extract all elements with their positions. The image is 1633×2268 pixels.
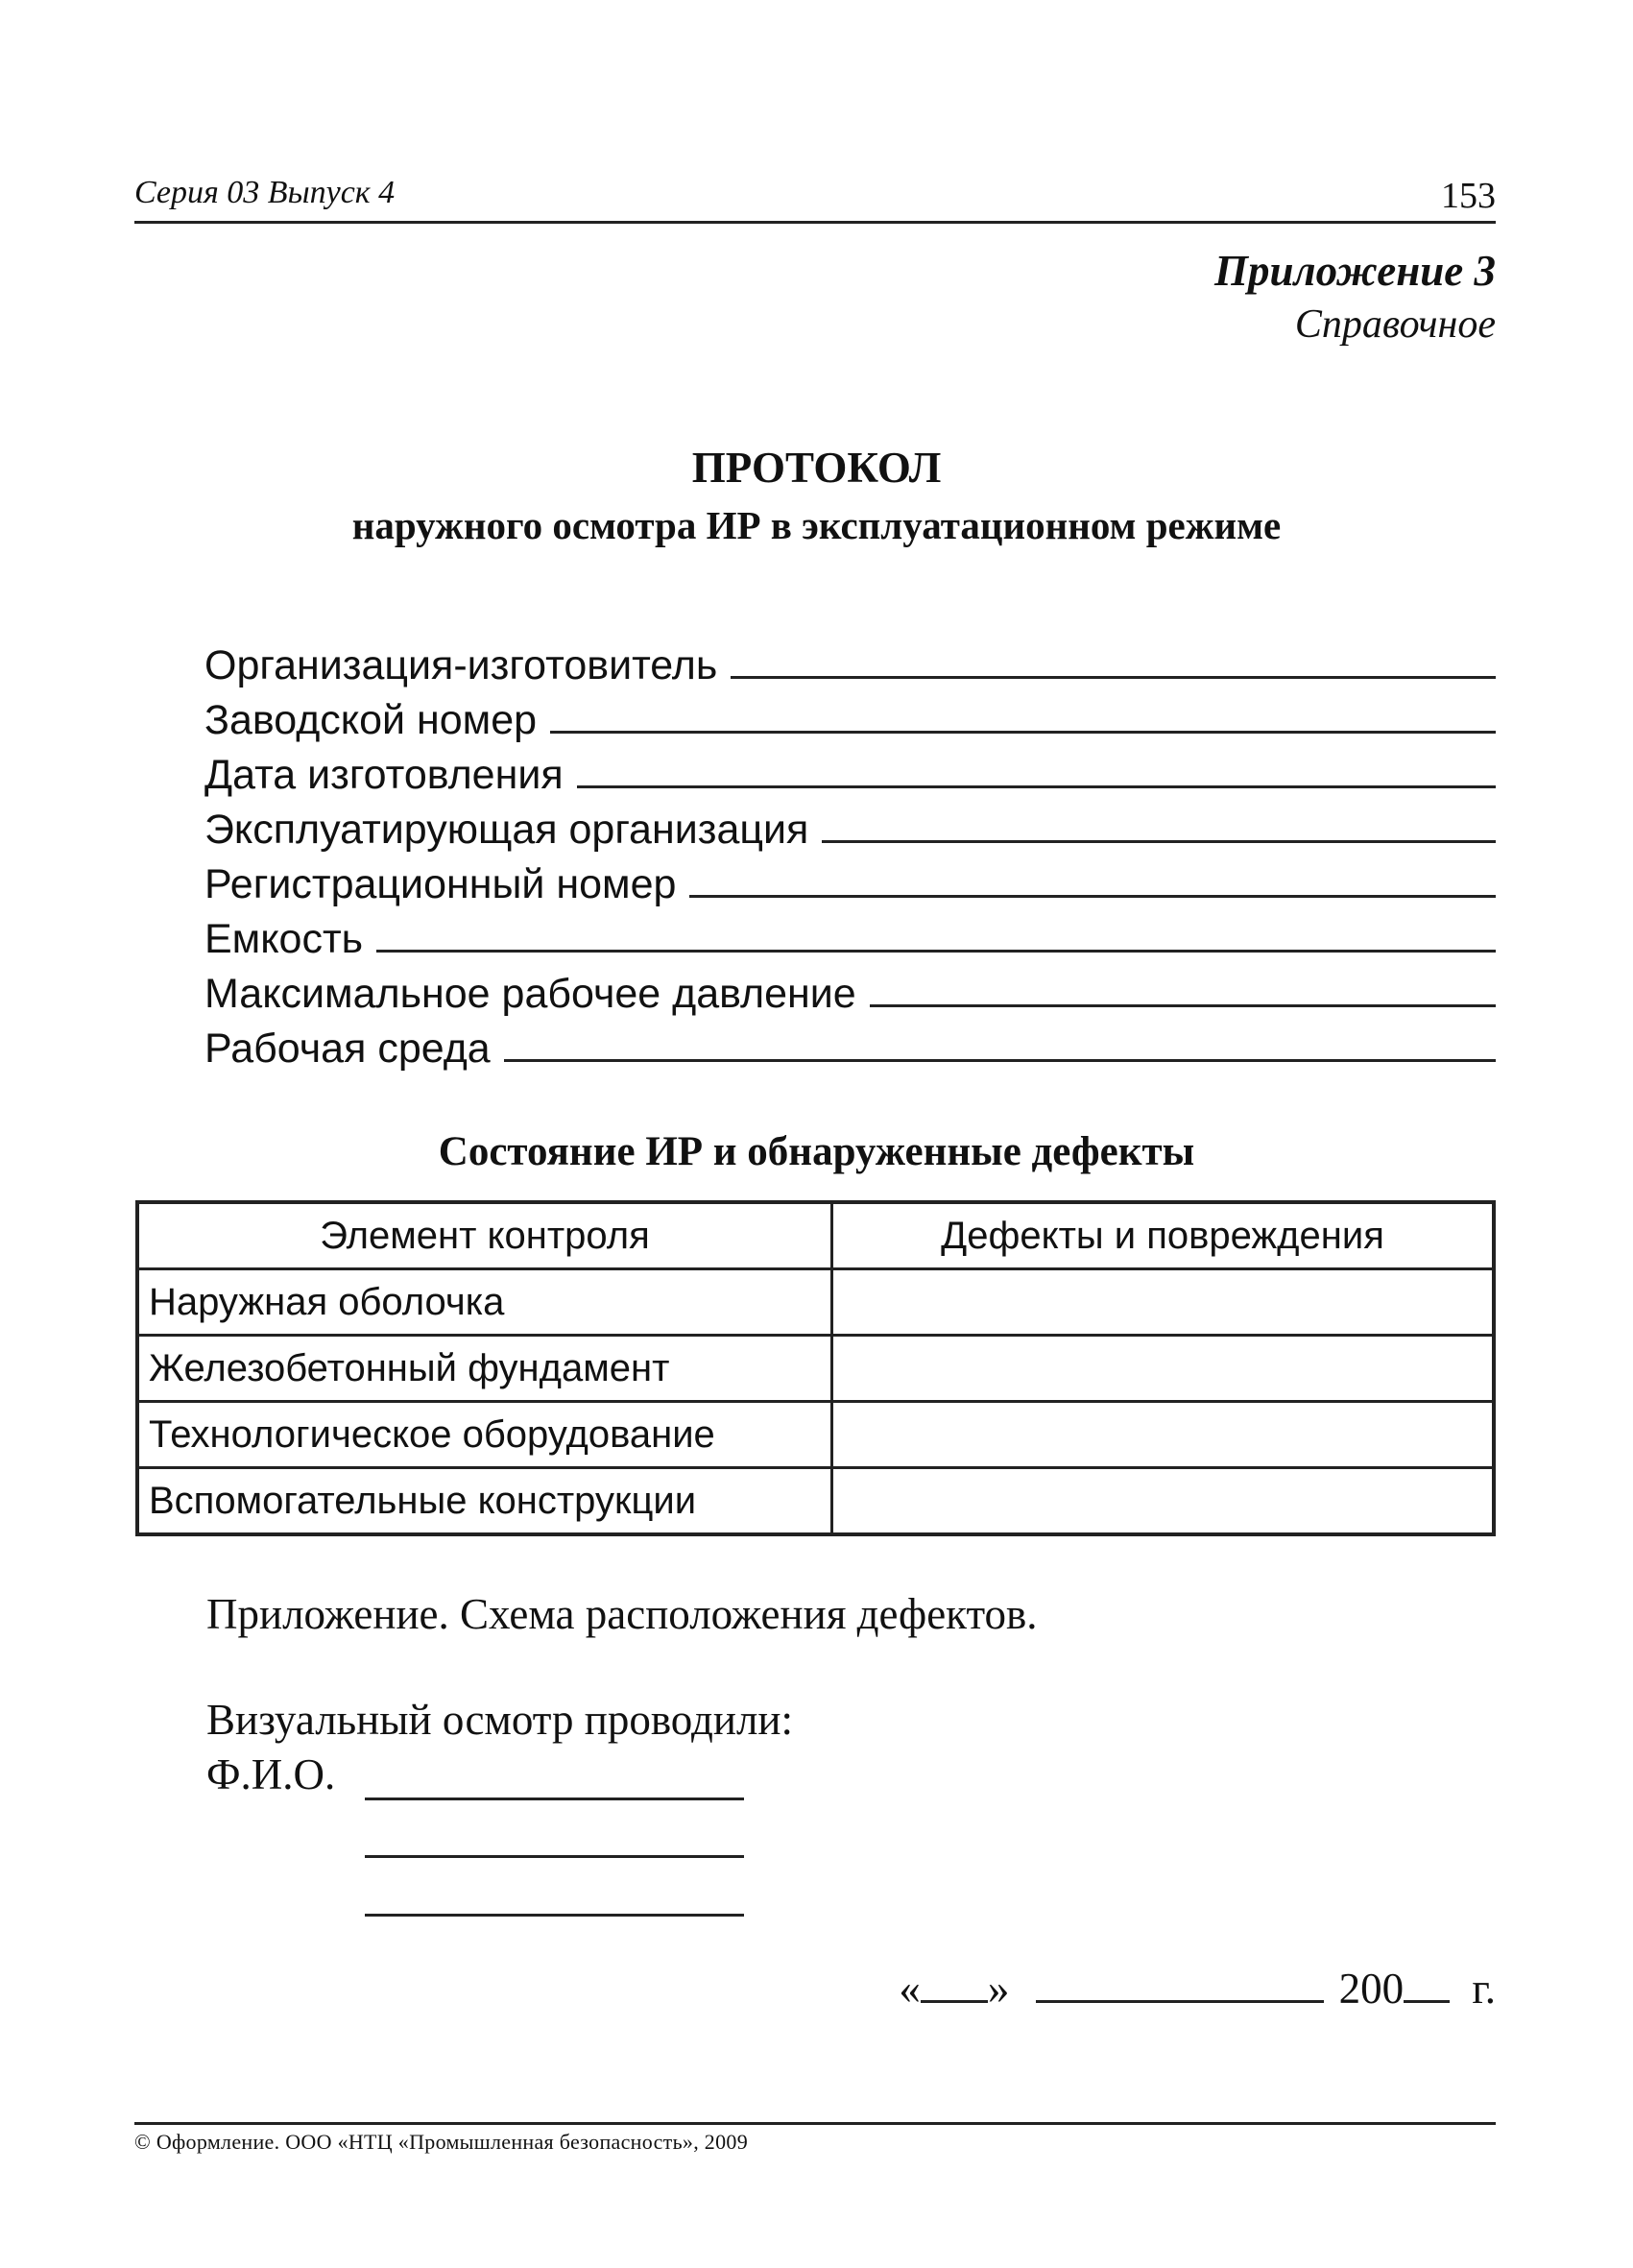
element-cell: Наружная оболочка <box>137 1269 832 1336</box>
field-label: Заводской номер <box>204 697 538 743</box>
footer-divider <box>134 2122 1496 2125</box>
section-title: Состояние ИР и обнаруженные дефекты <box>438 1129 1195 1174</box>
series-issue: Серия 03 Выпуск 4 <box>134 175 396 210</box>
element-cell: Технологическое оборудование <box>137 1402 832 1468</box>
element-cell: Вспомогательные конструкции <box>137 1468 832 1535</box>
field-blank[interactable] <box>550 696 1496 734</box>
year-prefix: 200 <box>1338 1965 1405 2013</box>
field-blank[interactable] <box>822 806 1496 843</box>
field-working-medium <box>204 1025 1496 1079</box>
field-operator <box>204 806 1496 860</box>
page-number: 153 <box>1441 176 1496 216</box>
field-manufacture-date <box>204 751 1496 806</box>
field-blank[interactable] <box>689 860 1496 898</box>
field-label: Эксплуатирующая организация <box>204 807 809 853</box>
running-header <box>134 163 1496 224</box>
field-label: Максимальное рабочее давление <box>204 971 856 1017</box>
signature-line[interactable] <box>365 1855 744 1858</box>
table-header-row <box>137 1202 1494 1269</box>
field-max-pressure <box>204 970 1496 1025</box>
form-fields <box>204 641 1496 1079</box>
defects-table <box>135 1200 1496 1536</box>
appendix-label <box>1214 245 1496 349</box>
field-label: Регистрационный номер <box>204 861 677 907</box>
table-row <box>137 1468 1494 1535</box>
field-capacity <box>204 915 1496 970</box>
year-blank[interactable] <box>1404 1964 1450 2003</box>
signature-line[interactable] <box>365 1914 744 1917</box>
defects-cell[interactable] <box>832 1336 1495 1402</box>
appendix-title: Приложение 3 <box>1214 247 1496 295</box>
field-serial-number <box>204 696 1496 751</box>
element-cell: Железобетонный фундамент <box>137 1336 832 1402</box>
open-quote: « <box>899 1965 921 2013</box>
table-row <box>137 1402 1494 1468</box>
fio-label: Ф.И.О. <box>206 1750 336 1798</box>
document-title: ПРОТОКОЛ <box>691 444 942 492</box>
date-line <box>899 1964 1496 2014</box>
field-label: Емкость <box>204 916 364 962</box>
year-suffix: г. <box>1472 1965 1496 2013</box>
day-blank[interactable] <box>921 1964 988 2003</box>
field-blank[interactable] <box>577 751 1496 788</box>
field-manufacturer <box>204 641 1496 696</box>
close-quote: » <box>987 1965 1010 2013</box>
column-header: Элемент контроля <box>137 1202 832 1269</box>
field-blank[interactable] <box>376 915 1496 953</box>
footer-copyright: © Оформление. ООО «НТЦ «Промышленная безопасность», 2009 <box>134 2130 748 2154</box>
defects-cell[interactable] <box>832 1402 1495 1468</box>
inspectors-heading: Визуальный осмотр проводили: <box>206 1696 794 1744</box>
field-blank[interactable] <box>731 641 1496 679</box>
field-label: Рабочая среда <box>204 1025 491 1072</box>
field-blank[interactable] <box>870 970 1496 1007</box>
document-subtitle: наружного осмотра ИР в эксплуатационном режиме <box>351 503 1282 547</box>
field-label: Организация-изготовитель <box>204 642 718 688</box>
column-header: Дефекты и повреждения <box>832 1202 1495 1269</box>
defects-cell[interactable] <box>832 1468 1495 1535</box>
field-label: Дата изготовления <box>204 752 564 798</box>
defects-cell[interactable] <box>832 1269 1495 1336</box>
month-blank[interactable] <box>1036 1964 1324 2003</box>
field-registration-number <box>204 860 1496 915</box>
attachment-note: Приложение. Схема расположения дефектов. <box>206 1590 1038 1638</box>
signature-line[interactable] <box>365 1798 744 1800</box>
table-row <box>137 1269 1494 1336</box>
table-row <box>137 1336 1494 1402</box>
appendix-subtitle: Справочное <box>1294 302 1496 347</box>
field-blank[interactable] <box>504 1025 1496 1062</box>
